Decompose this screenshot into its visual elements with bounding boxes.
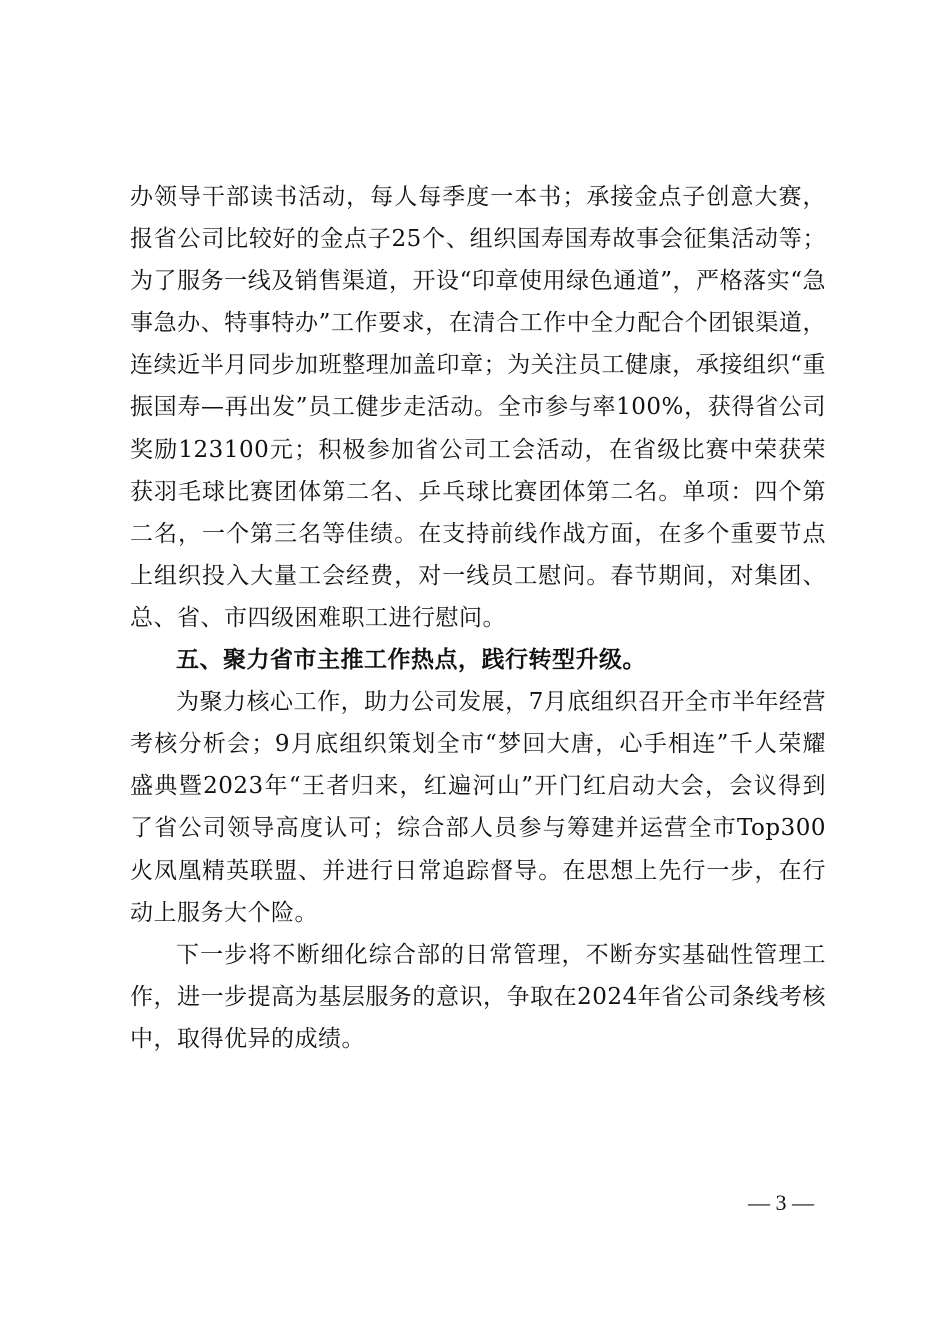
section-heading: 五、聚力省市主推工作热点，践行转型升级。 bbox=[176, 647, 646, 674]
page-number: — 3 — bbox=[748, 1190, 814, 1215]
paragraph-section-5: 为聚力核心工作，助力公司发展，7月底组织召开全市半年经营考核分析会；9月底组织策划全市“梦回大唐，心手相连”千人荣耀盛典暨2023年“王者归来，红遍河山”开门红启动大会，会议得到了省公司领导高度认可；综合部人员参与筹建并运营全市Top300火凤凰精英联盟、并进行日常追踪督导。在思想上先行一步，在行动上服务大个险。 bbox=[130, 689, 826, 926]
paragraph-continuation: 办领导干部读书活动，每人每季度一本书；承接金点子创意大赛，报省公司比较好的金点子25个、组织国寿国寿故事会征集活动等；为了服务一线及销售渠道，开设“印章使用绿色通道”，严格落实“急事急办、特事特办”工作要求，在清合工作中全力配合个团银渠道，连续近半月同步加班整理加盖印章；为关注员工健康，承接组织“重振国寿—再出发”员工健步走活动。全市参与率100%，获得省公司奖励123100元；积极参加省公司工会活动，在省级比赛中荣获荣获羽毛球比赛团体第二名、乒乓球比赛团体第二名。单项：四个第二名，一个第三名等佳绩。在支持前线作战方面，在多个重要节点上组织投入大量工会经费，对一线员工慰问。春节期间，对集团、总、省、市四级困难职工进行慰问。 bbox=[130, 184, 826, 631]
document-body bbox=[130, 176, 826, 1060]
paragraph-next-steps: 下一步将不断细化综合部的日常管理，不断夯实基础性管理工作，进一步提高为基层服务的意识，争取在2024年省公司条线考核中，取得优异的成绩。 bbox=[130, 941, 826, 1052]
